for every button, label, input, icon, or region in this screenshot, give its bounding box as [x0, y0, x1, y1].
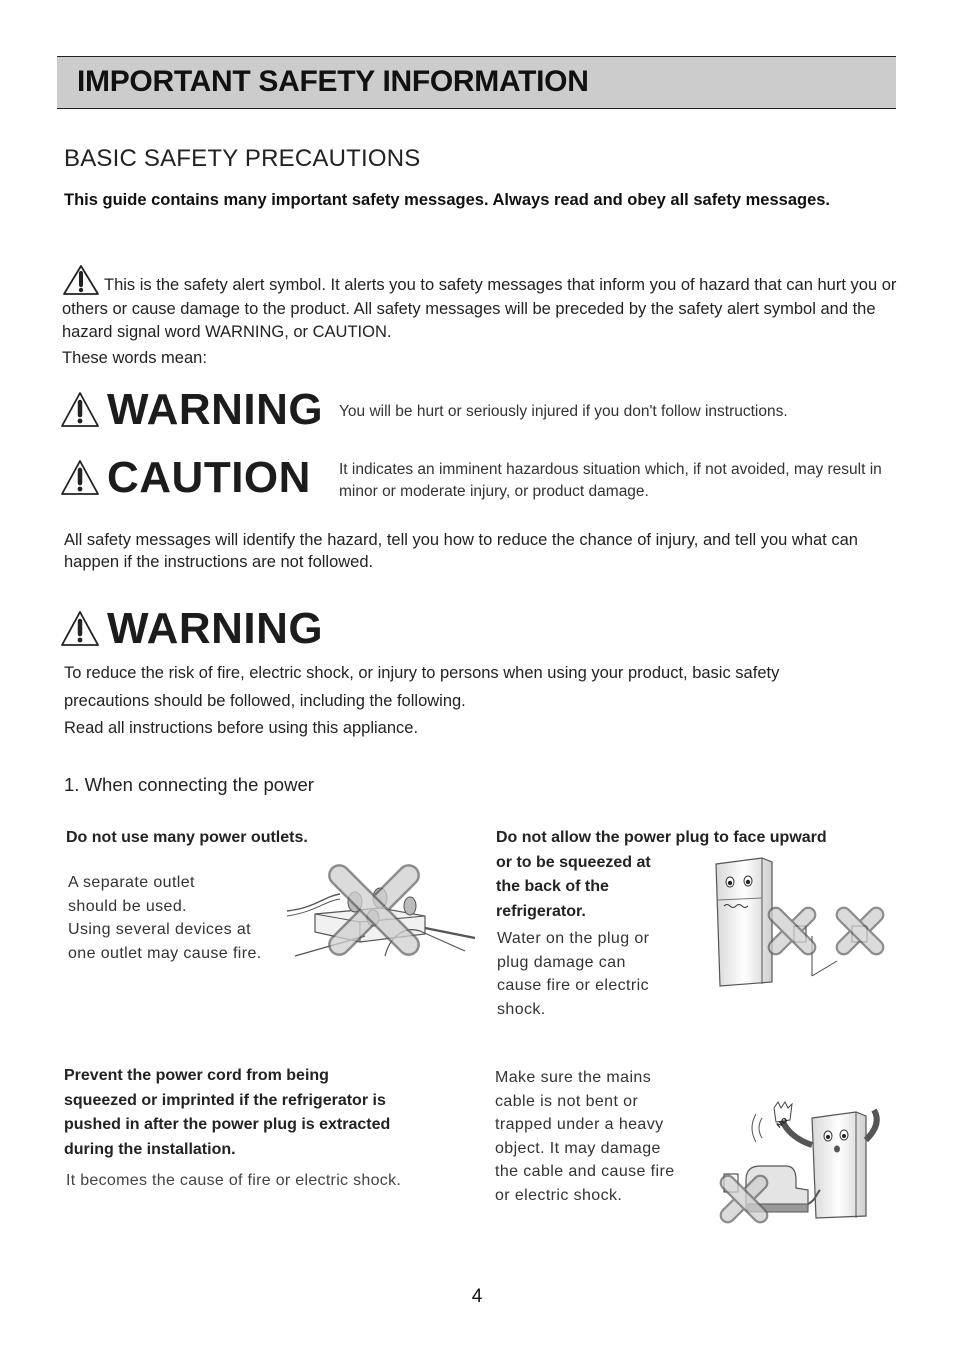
item-3-title-line: squeezed or imprinted if the refrigerator is: [64, 1091, 386, 1109]
intro-text: This guide contains many important safety messages. Always read and obey all safety messages.: [64, 191, 831, 209]
item-4-body-line: the cable and cause fire: [495, 1163, 675, 1180]
item-1-body-line: should be used.: [68, 897, 187, 915]
item-2-title-line: or to be squeezed at: [496, 853, 651, 871]
item-1-body-line: A separate outlet: [68, 874, 195, 891]
item-4-body-line: or electric shock.: [495, 1186, 623, 1204]
header-bar: [57, 56, 896, 109]
item-4-body-line: Make sure the mains: [495, 1069, 652, 1086]
page-number: 4: [471, 1286, 483, 1307]
signal-caution: [60, 453, 311, 503]
item-2-body-line: plug damage can: [497, 953, 626, 971]
refrigerator-cable-under-chair-illustration: [716, 1100, 896, 1228]
item-1-body-line: Using several devices at: [68, 921, 252, 938]
item-1-body-line: one outlet may cause fire.: [68, 944, 262, 962]
item-4-body-line: object. It may damage: [495, 1139, 661, 1157]
item-1-body: [68, 871, 262, 965]
identify-paragraph: All safety messages will identify the hazard, tell you how to reduce the chance of injury, and tell you what can happen if the instructions are not followed.: [64, 531, 858, 571]
alert-symbol-text: This is the safety alert symbol. It alerts you to safety messages that inform you of hazard that can hurt you or others or cause damage to the product. All safety messages will be preceded by the safety alert symbol and the hazard signal word WARNING, or CAUTION.: [62, 276, 897, 341]
no-label: NO: [775, 1116, 790, 1130]
item-3-body: It becomes the cause of fire or electric shock.: [66, 1172, 402, 1189]
warning-section-text: [64, 660, 904, 743]
page-title: IMPORTANT SAFETY INFORMATION: [77, 65, 589, 98]
item-2-body: [497, 927, 649, 1021]
signal-caution-description: It indicates an imminent hazardous situation which, if not avoided, may result in minor or moderate injury, or product damage.: [339, 461, 882, 500]
item-3-title-line: Prevent the power cord from being: [64, 1067, 329, 1084]
item-2-body-line: Water on the plug or: [497, 930, 650, 947]
warning-triangle-icon: [60, 459, 100, 497]
signal-word-warning: WARNING: [107, 604, 324, 653]
warning-line-1: To reduce the risk of fire, electric shock, or injury to persons when using your product, basic safety: [64, 664, 780, 682]
item-3-title-line: pushed in after the power plug is extracted: [64, 1116, 391, 1133]
item-2-title-line: refrigerator.: [496, 902, 586, 920]
section-title: BASIC SAFETY PRECAUTIONS: [64, 145, 421, 172]
item-4-body: [495, 1066, 675, 1207]
item-2-title-line: Do not allow the power plug to face upward: [496, 829, 827, 846]
signal-warning: [60, 385, 323, 435]
warning-line-2: precautions should be followed, including the following.: [64, 691, 466, 710]
item-4-body-line: trapped under a heavy: [495, 1116, 664, 1133]
alert-symbol-paragraph: [62, 264, 902, 370]
power-strip-overloaded-illustration: [285, 856, 477, 962]
item-3-title-line: during the installation.: [64, 1140, 236, 1158]
item-2-body-line: cause fire or electric: [497, 977, 649, 994]
alert-symbol-text-2: These words mean:: [62, 348, 207, 367]
signal-warning-description: You will be hurt or seriously injured if you don't follow instructions.: [339, 403, 788, 420]
warning-section-heading: [60, 604, 323, 654]
item-2-body-line: shock.: [497, 1000, 546, 1018]
warning-triangle-icon: [60, 610, 100, 648]
signal-word-caution: CAUTION: [107, 453, 311, 502]
item-1-title: Do not use many power outlets.: [66, 829, 308, 846]
signal-word-warning: WARNING: [107, 385, 324, 434]
subsection-title: 1. When connecting the power: [64, 774, 314, 795]
item-4-body-line: cable is not bent or: [495, 1092, 639, 1110]
warning-line-3: Read all instructions before using this appliance.: [64, 719, 419, 737]
item-2-title-line: the back of the: [496, 878, 609, 895]
refrigerator-plug-upward-illustration: [712, 856, 894, 990]
warning-triangle-icon: [62, 264, 100, 296]
warning-triangle-icon: [60, 391, 100, 429]
item-3-title: [64, 1064, 390, 1162]
